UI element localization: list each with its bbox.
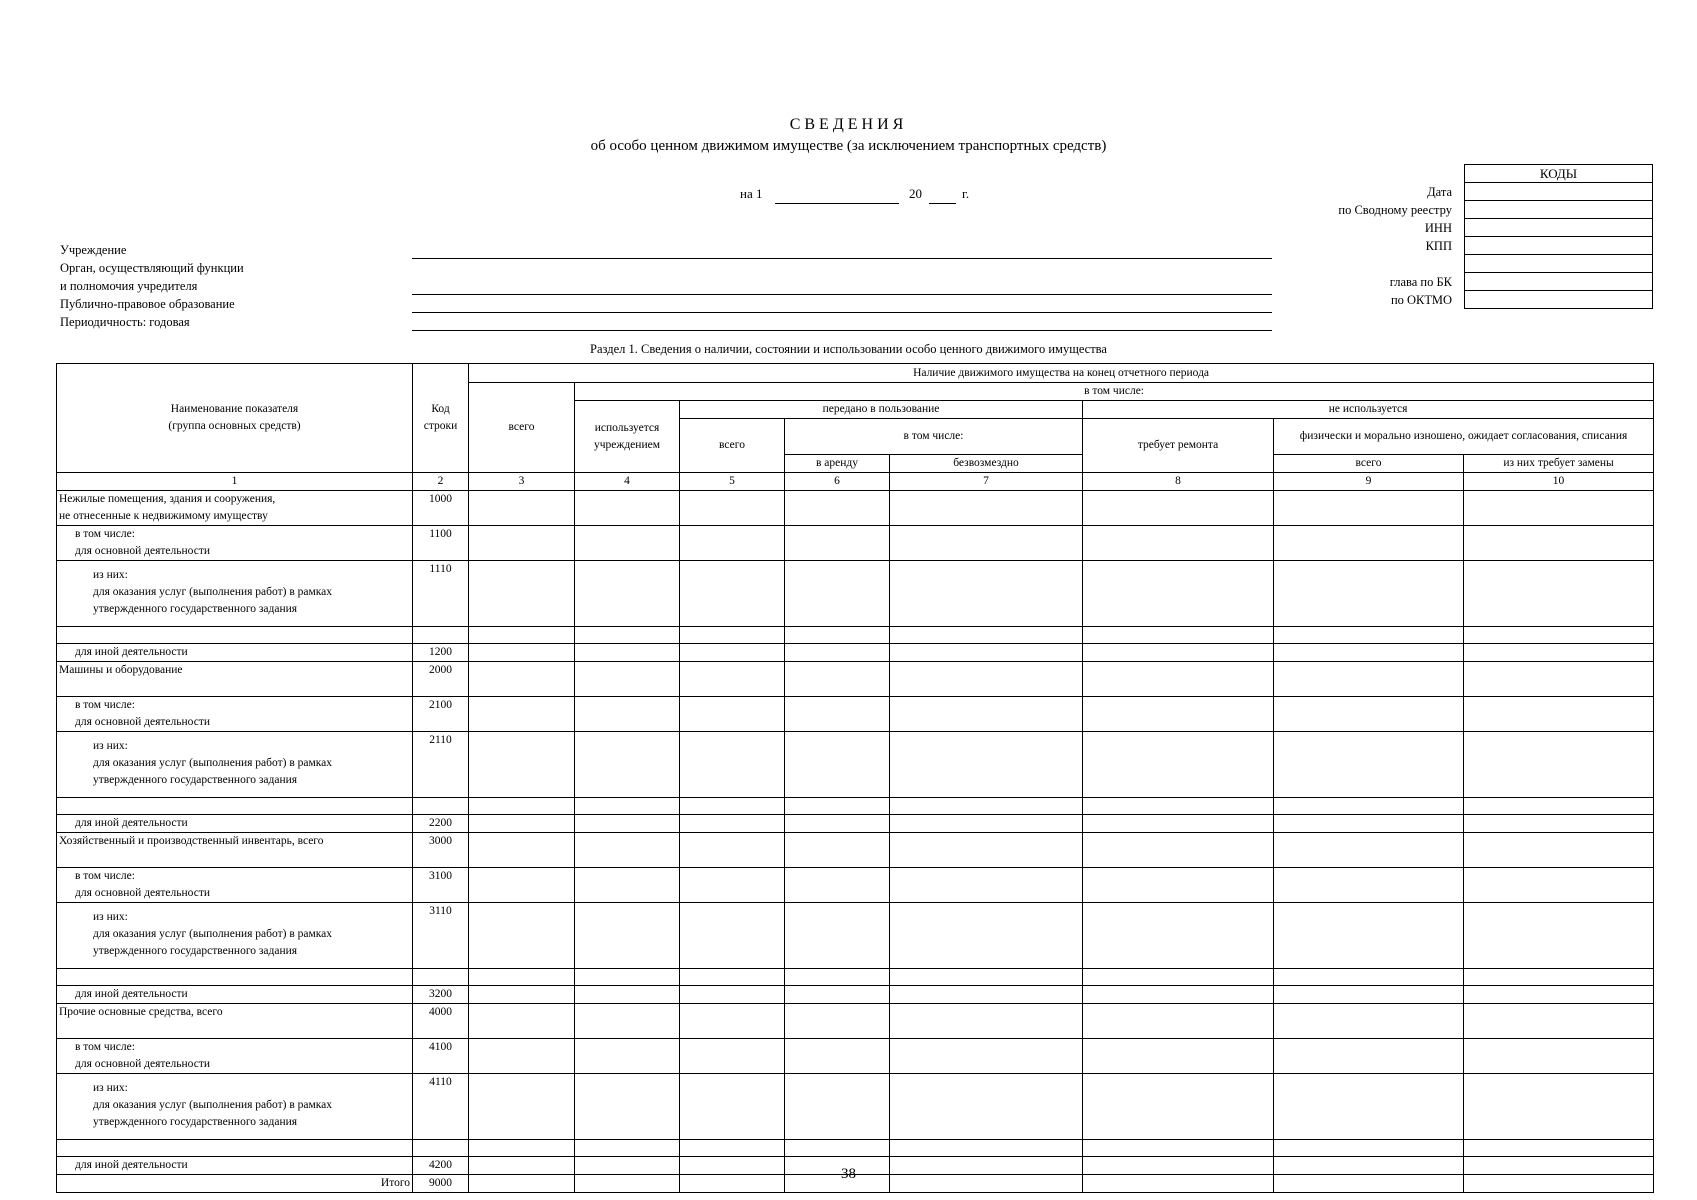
data-cell[interactable] [1274,986,1464,1004]
data-cell[interactable] [890,662,1083,697]
document-subtitle: об особо ценном движимом имуществе (за исключением транспортных средств) [590,138,1107,154]
data-cell[interactable] [469,627,575,644]
subitem-code: 4110 [413,1074,469,1140]
data-cell[interactable] [575,1074,680,1140]
table-row-including [57,526,1654,561]
data-cell[interactable] [785,491,890,526]
report-date-suffix: г. [962,186,970,201]
data-cell[interactable] [575,833,680,868]
data-cell[interactable] [680,644,785,662]
data-cell[interactable] [680,815,785,833]
data-cell[interactable] [890,491,1083,526]
data-cell[interactable] [1464,697,1654,732]
blank-name [57,627,413,644]
code-cell-inn[interactable] [1465,219,1653,237]
header-availability: Наличие движимого имущества на конец отчетного периода [469,364,1654,383]
data-cell[interactable] [575,732,680,798]
data-cell[interactable] [1274,1004,1464,1039]
data-cell[interactable] [890,732,1083,798]
codes-label-oktmo: по ОКТМО [1390,293,1452,307]
data-cell[interactable] [1464,868,1654,903]
data-cell[interactable] [575,627,680,644]
data-cell[interactable] [680,662,785,697]
data-cell[interactable] [680,986,785,1004]
data-cell[interactable] [1083,662,1274,697]
data-cell[interactable] [1083,833,1274,868]
codes-header: КОДЫ [1465,165,1653,183]
label-periodicity: Периодичность: годовая [60,315,190,329]
col-number: 9 [1274,473,1464,491]
codes-label-inn: ИНН [1424,221,1452,235]
data-cell[interactable] [1464,1140,1654,1157]
data-cell[interactable] [575,561,680,627]
data-cell[interactable] [1274,868,1464,903]
institution-field-line[interactable] [412,258,1272,259]
data-cell[interactable] [575,644,680,662]
data-cell[interactable] [1274,1074,1464,1140]
data-cell[interactable] [785,868,890,903]
table-row-blank [57,798,1654,815]
data-cell[interactable] [575,815,680,833]
col-number: 4 [575,473,680,491]
group-code: 3000 [413,833,469,868]
data-cell[interactable] [680,1140,785,1157]
data-cell[interactable] [1274,969,1464,986]
header-transferred-including: в том числе: [785,419,1083,455]
table-row-subitem [57,561,1654,627]
header-including: в том числе: [575,383,1654,401]
data-cell[interactable] [1464,815,1654,833]
codes-label-kpp: КПП [1425,239,1452,253]
data-cell[interactable] [575,969,680,986]
data-cell[interactable] [1274,903,1464,969]
data-cell[interactable] [785,732,890,798]
code-cell-blank[interactable] [1465,255,1653,273]
header-transferred: передано в пользование [680,401,1083,419]
data-cell[interactable] [680,526,785,561]
including-code: 1100 [413,526,469,561]
data-cell[interactable] [1083,1140,1274,1157]
data-cell[interactable] [469,732,575,798]
data-cell[interactable] [1083,491,1274,526]
data-cell[interactable] [469,868,575,903]
table-row-group [57,662,1654,697]
including-code: 4100 [413,1039,469,1074]
blank-name [57,969,413,986]
label-organ-line1: Орган, осуществляющий функции [60,261,244,275]
including-code: 2100 [413,697,469,732]
data-cell[interactable] [1274,798,1464,815]
data-cell[interactable] [469,798,575,815]
data-cell[interactable] [469,1074,575,1140]
subitem-name: из них: для оказания услуг (выполнения работ) в рамках утвержденного государственного задания [57,561,413,627]
data-cell[interactable] [680,732,785,798]
data-cell[interactable] [1464,561,1654,627]
col-number: 3 [469,473,575,491]
blank-name [57,1140,413,1157]
data-cell[interactable] [1274,833,1464,868]
group-name: Прочие основные средства, всего [57,1004,413,1039]
data-cell[interactable] [1274,697,1464,732]
header-not-used: не используется [1083,401,1654,419]
label-institution: Учреждение [60,243,127,257]
data-cell[interactable] [1464,833,1654,868]
data-cell[interactable] [469,1039,575,1074]
data-cell[interactable] [575,662,680,697]
data-cell[interactable] [1274,627,1464,644]
data-cell[interactable] [785,969,890,986]
data-cell[interactable] [680,697,785,732]
data-cell[interactable] [1083,1074,1274,1140]
data-cell[interactable] [469,1140,575,1157]
data-cell[interactable] [469,491,575,526]
other-code: 2200 [413,815,469,833]
data-cell[interactable] [890,526,1083,561]
document-title: СВЕДЕНИЯ [789,116,908,133]
subitem-name: из них: для оказания услуг (выполнения работ) в рамках утвержденного государственного задания [57,903,413,969]
col-number: 8 [1083,473,1274,491]
data-cell[interactable] [890,815,1083,833]
data-cell[interactable] [575,491,680,526]
data-cell[interactable] [1083,627,1274,644]
including-name: в том числе: для основной деятельности [57,697,413,732]
code-cell-registry[interactable] [1465,201,1653,219]
table-row-including [57,697,1654,732]
codes-table [1464,164,1653,309]
including-name: в том числе: для основной деятельности [57,1039,413,1074]
data-cell[interactable] [890,561,1083,627]
data-cell[interactable] [785,1039,890,1074]
data-cell[interactable] [1083,903,1274,969]
group-code: 4000 [413,1004,469,1039]
data-cell[interactable] [785,644,890,662]
data-cell[interactable] [469,903,575,969]
report-date-year-field[interactable] [929,190,956,204]
report-date-day-month-field[interactable] [775,190,899,204]
data-cell[interactable] [1274,1140,1464,1157]
total-label: Итого [57,1175,413,1193]
data-cell[interactable] [1464,526,1654,561]
data-cell[interactable] [469,815,575,833]
data-cell[interactable] [1083,1004,1274,1039]
blank-code [413,627,469,644]
data-cell[interactable] [680,969,785,986]
code-cell-oktmo[interactable] [1465,291,1653,309]
data-cell[interactable] [890,833,1083,868]
subitem-name: из них: для оказания услуг (выполнения работ) в рамках утвержденного государственного задания [57,732,413,798]
total-code: 9000 [413,1175,469,1193]
code-cell-date[interactable] [1465,183,1653,201]
data-cell[interactable] [785,986,890,1004]
property-table [56,363,1654,1193]
data-cell[interactable] [785,1074,890,1140]
table-row-subitem [57,903,1654,969]
data-cell[interactable] [680,561,785,627]
data-cell[interactable] [1083,969,1274,986]
header-worn: физически и морально изношено, ожидает согласования, списания [1274,419,1654,455]
data-cell[interactable] [680,491,785,526]
header-worn-replace: из них требует замены [1464,455,1654,473]
data-cell[interactable] [680,903,785,969]
data-cell[interactable] [1464,1074,1654,1140]
header-code: Код строки [413,364,469,473]
data-cell[interactable] [890,1039,1083,1074]
data-cell[interactable] [890,986,1083,1004]
other-name: для иной деятельности [57,815,413,833]
data-cell[interactable] [680,627,785,644]
data-cell[interactable] [1274,732,1464,798]
data-cell[interactable] [1274,662,1464,697]
data-cell[interactable] [785,1140,890,1157]
header-repair: требует ремонта [1083,419,1274,473]
data-cell[interactable] [890,969,1083,986]
header-total: всего [469,383,575,473]
data-cell[interactable] [575,1039,680,1074]
data-cell[interactable] [469,833,575,868]
report-date-year-prefix: 20 [909,186,922,201]
table-row-other [57,644,1654,662]
blank-code [413,798,469,815]
data-cell[interactable] [1464,903,1654,969]
data-cell[interactable] [1464,644,1654,662]
data-cell[interactable] [785,662,890,697]
page-number: 38 [841,1166,856,1182]
table-row-subitem [57,1074,1654,1140]
data-cell[interactable] [575,1004,680,1039]
subitem-code: 3110 [413,903,469,969]
data-cell[interactable] [680,798,785,815]
other-name: для иной деятельности [57,644,413,662]
table-row-subitem [57,732,1654,798]
data-cell[interactable] [785,526,890,561]
data-cell[interactable] [890,627,1083,644]
table-row-blank [57,627,1654,644]
periodicity-field-line [412,330,1272,331]
data-cell[interactable] [680,833,785,868]
table-row-blank [57,1140,1654,1157]
data-cell[interactable] [1083,986,1274,1004]
data-cell[interactable] [1083,815,1274,833]
col-number: 5 [680,473,785,491]
data-cell[interactable] [1083,1039,1274,1074]
table-row-group [57,833,1654,868]
data-cell[interactable] [1464,627,1654,644]
data-cell[interactable] [469,644,575,662]
codes-label-date: Дата [1427,185,1452,199]
data-cell[interactable] [890,1074,1083,1140]
other-name: для иной деятельности [57,1157,413,1175]
including-code: 3100 [413,868,469,903]
report-date-prefix: на 1 [740,186,763,201]
data-cell[interactable] [1464,1039,1654,1074]
section-title: Раздел 1. Сведения о наличии, состоянии и использовании особо ценного движимого имущества [590,342,1107,356]
data-cell[interactable] [1274,561,1464,627]
data-cell[interactable] [469,986,575,1004]
data-cell[interactable] [785,798,890,815]
other-code: 3200 [413,986,469,1004]
data-cell[interactable] [785,697,890,732]
data-cell[interactable] [469,1004,575,1039]
data-cell[interactable] [785,1004,890,1039]
header-worn-total: всего [1274,455,1464,473]
data-cell[interactable] [890,903,1083,969]
data-cell[interactable] [469,697,575,732]
data-cell[interactable] [890,868,1083,903]
blank-code [413,969,469,986]
group-name: Нежилые помещения, здания и сооружения, не отнесенные к недвижимому имуществу [57,491,413,526]
group-name: Машины и оборудование [57,662,413,697]
data-cell[interactable] [1274,526,1464,561]
data-cell[interactable] [1083,798,1274,815]
data-cell[interactable] [469,662,575,697]
codes-label-registry: по Сводному реестру [1338,203,1452,217]
data-cell[interactable] [890,1004,1083,1039]
data-cell[interactable] [575,903,680,969]
subitem-code: 2110 [413,732,469,798]
data-cell[interactable] [1274,815,1464,833]
data-cell[interactable] [1464,986,1654,1004]
data-cell[interactable] [575,868,680,903]
data-cell[interactable] [1274,1039,1464,1074]
data-cell[interactable] [575,986,680,1004]
data-cell[interactable] [1083,526,1274,561]
other-code: 1200 [413,644,469,662]
table-row-blank [57,969,1654,986]
data-cell[interactable] [1274,644,1464,662]
subitem-code: 1110 [413,561,469,627]
group-name: Хозяйственный и производственный инвентарь, всего [57,833,413,868]
col-number: 7 [890,473,1083,491]
data-cell[interactable] [1464,732,1654,798]
data-cell[interactable] [575,697,680,732]
including-name: в том числе: для основной деятельности [57,526,413,561]
other-code: 4200 [413,1157,469,1175]
data-cell[interactable] [1464,662,1654,697]
data-cell[interactable] [680,1074,785,1140]
data-cell[interactable] [890,644,1083,662]
data-cell[interactable] [785,903,890,969]
header-free: безвозмездно [890,455,1083,473]
col-number: 6 [785,473,890,491]
data-cell[interactable] [680,1039,785,1074]
col-number: 2 [413,473,469,491]
data-cell[interactable] [680,1004,785,1039]
col-number: 10 [1464,473,1654,491]
data-cell[interactable] [1083,868,1274,903]
group-code: 2000 [413,662,469,697]
data-cell[interactable] [785,833,890,868]
data-cell[interactable] [1464,969,1654,986]
table-row-group [57,491,1654,526]
code-cell-bk[interactable] [1465,273,1653,291]
header-rent: в аренду [785,455,890,473]
header-name: Наименование показателя (группа основных средств) [57,364,413,473]
data-cell[interactable] [1274,491,1464,526]
data-cell[interactable] [680,868,785,903]
table-row-other [57,815,1654,833]
data-cell[interactable] [1464,1004,1654,1039]
label-public-entity: Публично-правовое образование [60,297,235,311]
data-cell[interactable] [575,1140,680,1157]
data-cell[interactable] [785,627,890,644]
data-cell[interactable] [890,697,1083,732]
table-row-group [57,1004,1654,1039]
data-cell[interactable] [785,815,890,833]
code-cell-kpp[interactable] [1465,237,1653,255]
blank-name [57,798,413,815]
data-cell[interactable] [1464,798,1654,815]
including-name: в том числе: для основной деятельности [57,868,413,903]
data-cell[interactable] [890,1140,1083,1157]
subitem-name: из них: для оказания услуг (выполнения работ) в рамках утвержденного государственного задания [57,1074,413,1140]
data-cell[interactable] [1083,697,1274,732]
data-cell[interactable] [890,798,1083,815]
table-row-including [57,1039,1654,1074]
data-cell[interactable] [1083,561,1274,627]
blank-code [413,1140,469,1157]
data-cell[interactable] [469,526,575,561]
data-cell[interactable] [469,969,575,986]
table-row-including [57,868,1654,903]
data-cell[interactable] [1083,732,1274,798]
data-cell[interactable] [1083,644,1274,662]
data-cell[interactable] [575,526,680,561]
organ-field-line[interactable] [412,294,1272,295]
data-cell[interactable] [469,561,575,627]
table-row-other [57,986,1654,1004]
col-number: 1 [57,473,413,491]
header-used: используется учреждением [575,401,680,473]
public-entity-field-line[interactable] [412,312,1272,313]
label-organ-line2: и полномочия учредителя [60,279,198,293]
codes-label-bk: глава по БК [1389,275,1452,289]
data-cell[interactable] [1464,491,1654,526]
data-cell[interactable] [575,798,680,815]
data-cell[interactable] [785,561,890,627]
group-code: 1000 [413,491,469,526]
header-transferred-total: всего [680,419,785,473]
other-name: для иной деятельности [57,986,413,1004]
